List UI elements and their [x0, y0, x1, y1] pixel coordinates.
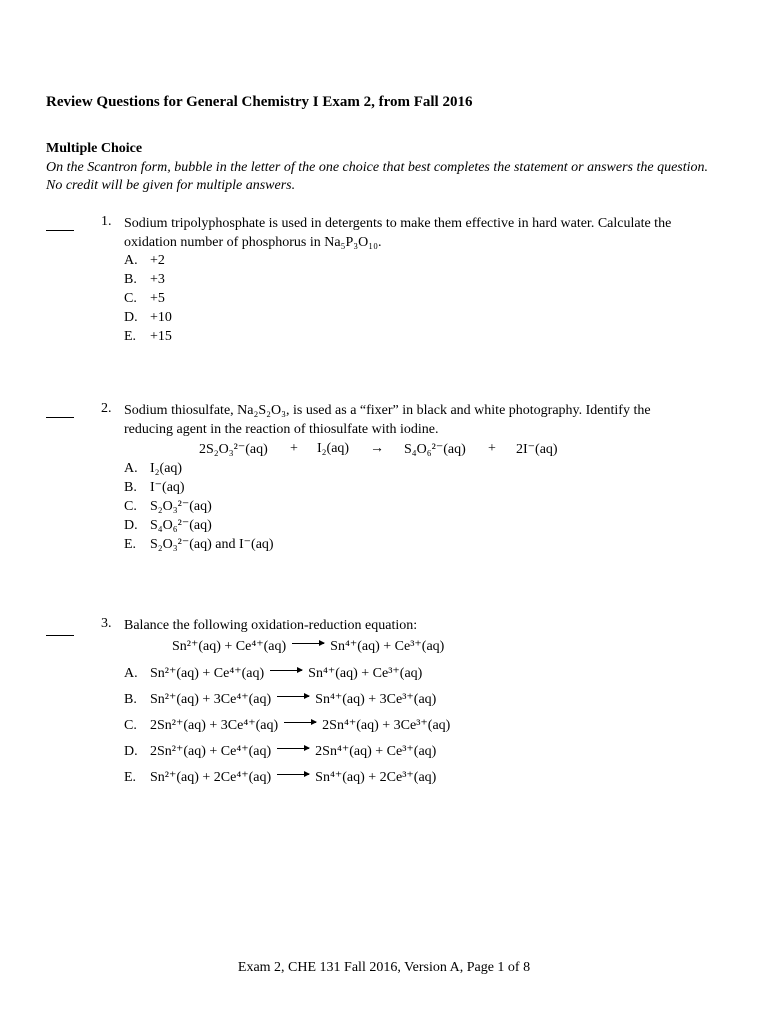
choice-letter: E.	[124, 329, 137, 344]
choice-letter: A.	[124, 253, 138, 268]
choice-item[interactable]	[124, 713, 450, 739]
choice-item[interactable]	[124, 327, 172, 346]
reaction-arrow-icon	[277, 696, 309, 697]
answer-blank-q1[interactable]	[46, 218, 74, 231]
choice-text: +10	[150, 310, 172, 325]
equation-term: 2I⁻(aq)	[516, 442, 558, 457]
choice-item[interactable]	[124, 251, 172, 270]
question-text	[124, 214, 724, 252]
choice-right: Sn⁴⁺(aq) + Ce³⁺(aq)	[308, 666, 423, 681]
choice-letter: D.	[124, 744, 138, 759]
page-title: Review Questions for General Chemistry I Exam 2, from Fall 2016	[46, 94, 473, 110]
choice-left: Sn²⁺(aq) + 2Ce⁴⁺(aq)	[150, 770, 272, 785]
choice-item[interactable]	[124, 739, 450, 765]
section-heading: Multiple Choice	[46, 141, 143, 156]
choice-letter: D.	[124, 518, 138, 533]
choice-letter: E.	[124, 537, 137, 552]
equation-right: Sn⁴⁺(aq) + Ce³⁺(aq)	[330, 639, 445, 654]
choice-item[interactable]	[124, 497, 274, 516]
question-text	[124, 401, 724, 439]
choice-right: 2Sn⁴⁺(aq) + 3Ce³⁺(aq)	[322, 718, 451, 733]
question-number: 2.	[101, 401, 112, 416]
equation-left: Sn²⁺(aq) + Ce⁴⁺(aq)	[172, 639, 287, 654]
choice-text: S₂O₃²⁻(aq)	[150, 499, 212, 514]
question-number: 3.	[101, 616, 112, 631]
choice-letter: C.	[124, 718, 137, 733]
choice-left: Sn²⁺(aq) + 3Ce⁴⁺(aq)	[150, 692, 272, 707]
question-text-line: Balance the following oxidation-reduction equation:	[124, 618, 418, 633]
question-number: 1.	[101, 214, 112, 229]
choice-item[interactable]	[124, 535, 274, 554]
choice-left: 2Sn²⁺(aq) + 3Ce⁴⁺(aq)	[150, 718, 279, 733]
page-footer: Exam 2, CHE 131 Fall 2016, Version A, Page 1 of 8	[237, 960, 531, 975]
choice-item[interactable]	[124, 270, 172, 289]
answer-blank-q2[interactable]	[46, 405, 74, 418]
choice-letter: E.	[124, 770, 137, 785]
choice-letter: B.	[124, 480, 137, 495]
equation-plus: +	[290, 441, 298, 456]
choice-text: S₄O₆²⁻(aq)	[150, 518, 212, 533]
reaction-arrow-icon	[277, 774, 309, 775]
reaction-equation	[0, 441, 768, 460]
equation-term: 2S₂O₃²⁻(aq)	[199, 442, 268, 457]
choice-text: +2	[150, 253, 165, 268]
choice-left: Sn²⁺(aq) + Ce⁴⁺(aq)	[150, 666, 265, 681]
question-text-line: Sodium thiosulfate, Na₂S₂O₃, is used as a “fixer” in black and white photography. Identify the	[124, 403, 651, 418]
choice-item[interactable]	[124, 661, 450, 687]
choice-text: +5	[150, 291, 165, 306]
choice-list	[124, 251, 172, 346]
question-text-line: reducing agent in the reaction of thiosulfate with iodine.	[124, 422, 439, 437]
choice-letter: A.	[124, 666, 138, 681]
equation-arrow: →	[370, 441, 384, 456]
reaction-arrow-icon	[270, 670, 302, 671]
choice-item[interactable]	[124, 765, 450, 791]
choice-right: 2Sn⁴⁺(aq) + Ce³⁺(aq)	[315, 744, 437, 759]
choice-letter: C.	[124, 499, 137, 514]
choice-item[interactable]	[124, 459, 274, 478]
choice-letter: A.	[124, 461, 138, 476]
equation-term: S₄O₆²⁻(aq)	[404, 442, 466, 457]
equation-term: I₂(aq)	[317, 441, 350, 456]
answer-blank-q3[interactable]	[46, 623, 74, 636]
choice-letter: C.	[124, 291, 137, 306]
choice-letter: B.	[124, 272, 137, 287]
question-text	[124, 616, 724, 635]
choice-left: 2Sn²⁺(aq) + Ce⁴⁺(aq)	[150, 744, 272, 759]
choice-item[interactable]	[124, 289, 172, 308]
choice-text: S₂O₃²⁻(aq) and I⁻(aq)	[150, 537, 274, 552]
choice-text: +3	[150, 272, 165, 287]
section-instructions: On the Scantron form, bubble in the letter of the one choice that best completes the statement or answers the question. No credit will be given for multiple answers.	[46, 160, 709, 193]
choice-text: I⁻(aq)	[150, 480, 185, 495]
question-text-line: Sodium tripolyphosphate is used in detergents to make them effective in hard water. Calculate the	[124, 216, 672, 231]
choice-right: Sn⁴⁺(aq) + 3Ce³⁺(aq)	[315, 692, 437, 707]
choice-letter: D.	[124, 310, 138, 325]
choice-letter: B.	[124, 692, 137, 707]
reaction-arrow-icon	[292, 643, 324, 644]
choice-list	[124, 459, 274, 554]
choice-item[interactable]	[124, 478, 274, 497]
question-text-line: oxidation number of phosphorus in Na₅P₃O₁₀.	[124, 235, 382, 250]
equation-plus: +	[488, 441, 496, 456]
choice-list	[124, 661, 450, 791]
reaction-arrow-icon	[277, 748, 309, 749]
choice-item[interactable]	[124, 308, 172, 327]
reaction-arrow-icon	[284, 722, 316, 723]
choice-text: +15	[150, 329, 172, 344]
choice-text: I₂(aq)	[150, 461, 183, 476]
choice-item[interactable]	[124, 687, 450, 713]
reaction-equation	[172, 634, 444, 660]
choice-right: Sn⁴⁺(aq) + 2Ce³⁺(aq)	[315, 770, 437, 785]
choice-item[interactable]	[124, 516, 274, 535]
